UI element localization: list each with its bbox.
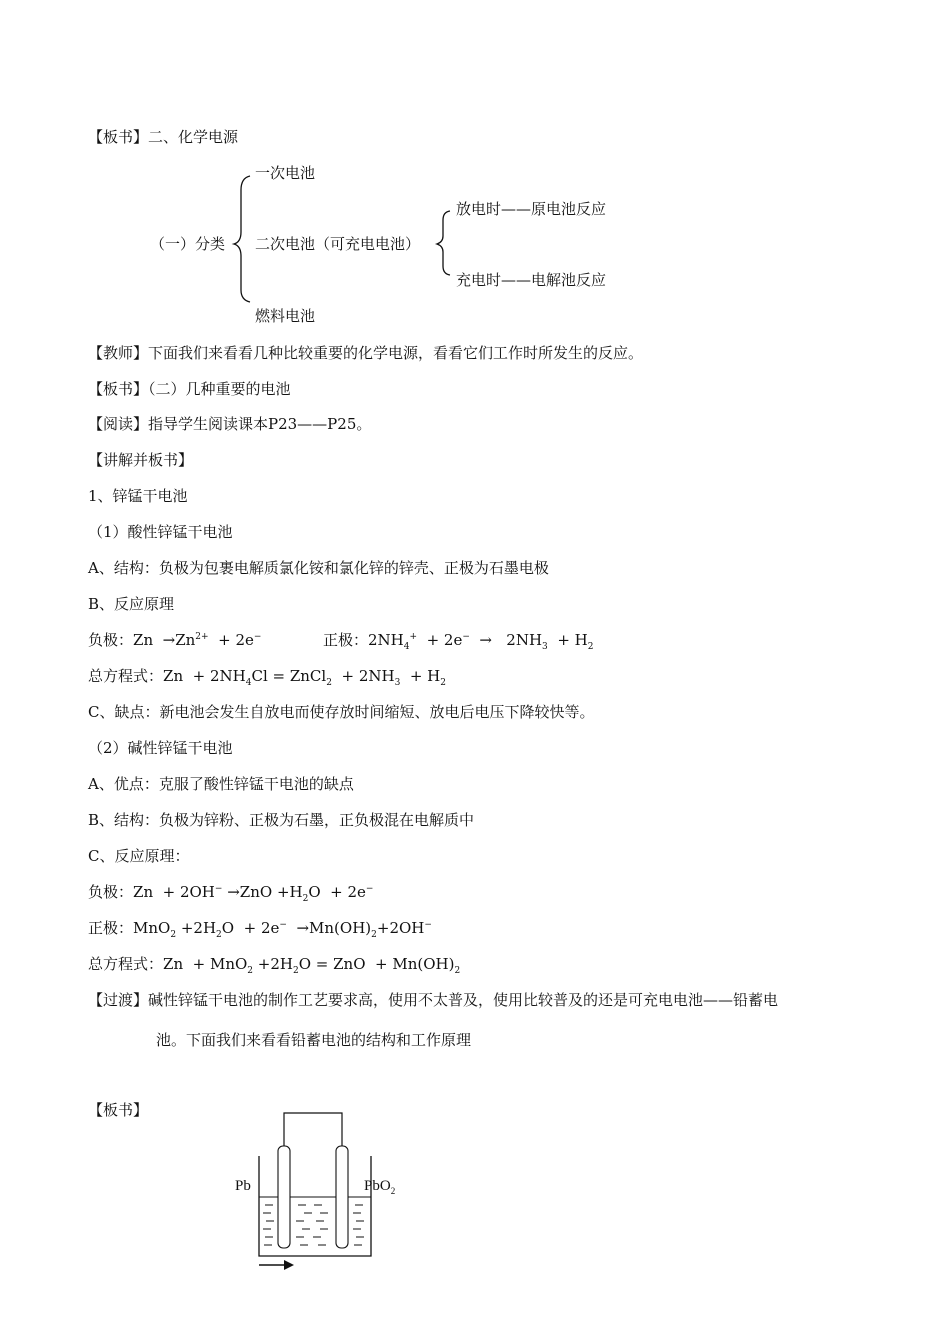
zinc-manganese-title: 1、锌锰干电池	[88, 487, 188, 505]
left-brace	[234, 176, 250, 302]
fuel-cell: 燃料电池	[255, 307, 316, 325]
acidic-battery-title: （1）酸性锌锰干电池	[88, 523, 233, 541]
board-heading-lead-acid: 【板书】	[88, 1101, 149, 1119]
transition-line-2: 池。下面我们来看看铅蓄电池的结构和工作原理	[156, 1031, 472, 1049]
negative-electrode-equation: $Zn \to Zn^{2+} + 2e^-$	[133, 631, 262, 649]
negative-electrode-label: 负极：	[88, 883, 134, 901]
alkaline-principle: C、反应原理：	[88, 847, 190, 865]
alkaline-negative-equation: $Zn + 2OH^- \to ZnO +H_2O + 2e^-$	[133, 883, 374, 904]
current-arrow-head	[284, 1260, 294, 1270]
discharge-reaction: 放电时——原电池反应	[456, 200, 607, 218]
positive-electrode-equation: $2NH_4^+ + 2e^- \to 2NH_3 + H_2$	[368, 631, 594, 652]
alkaline-positive-equation: $MnO_2 +2H_2O + 2e^- \to Mn(OH)_2+2OH^-$	[133, 919, 432, 940]
board-heading-power-sources: 【板书】二、化学电源	[88, 128, 239, 146]
alkaline-positive-reaction	[88, 918, 432, 938]
lead-acid-cell-diagram	[259, 1113, 371, 1270]
classification-label: （一）分类	[150, 235, 226, 253]
alkaline-negative-reaction	[88, 882, 373, 902]
primary-battery: 一次电池	[255, 164, 316, 182]
transition-line-1: 【过渡】碱性锌锰干电池的制作工艺要求高，使用不太普及，使用比较普及的还是可充电电池——铅蓄电	[88, 991, 779, 1009]
positive-electrode-label: 正极：	[88, 919, 134, 937]
pb-label: Pb	[235, 1178, 251, 1194]
alkaline-advantage: A、优点：克服了酸性锌锰干电池的缺点	[88, 775, 354, 793]
acidic-structure: A、结构：负极为包裹电解质氯化铵和氯化锌的锌壳、正极为石墨电极	[88, 559, 549, 577]
alkaline-overall-equation: $Zn + MnO_2 +2H_2O$ = ZnO + $Mn(OH)_2$	[163, 955, 461, 976]
teacher-intro: 【教师】下面我们来看看几种比较重要的化学电源，看看它们工作时所发生的反应。	[88, 344, 644, 362]
alkaline-structure: B、结构：负极为锌粉、正极为石墨，正负极混在电解质中	[88, 811, 475, 829]
acidic-half-reactions	[88, 630, 593, 650]
external-wire	[284, 1113, 342, 1146]
pbo2-label: PbO$_2$	[364, 1178, 396, 1196]
pbo2-electrode	[336, 1146, 348, 1248]
board-heading-important-batteries: 【板书】（二）几种重要的电池	[88, 380, 291, 398]
alkaline-overall-reaction	[88, 954, 460, 974]
pbo2-label-text: PbO	[364, 1178, 391, 1194]
explain-heading: 【讲解并板书】	[88, 451, 194, 469]
alkaline-battery-title: （2）碱性锌锰干电池	[88, 739, 233, 757]
overall-equation: $Zn + 2NH_4Cl$ = ZnCl$_2$ + $2NH_3 + H_2$	[163, 667, 447, 688]
overall-label: 总方程式：	[88, 667, 164, 685]
acidic-principle: B、反应原理	[88, 595, 175, 613]
reading-instruction: 【阅读】指导学生阅读课本P23——P25。	[88, 415, 372, 433]
negative-electrode-label: 负极：	[88, 631, 134, 649]
right-brace	[437, 211, 450, 275]
pb-electrode	[278, 1146, 290, 1248]
container	[259, 1156, 371, 1256]
secondary-battery: 二次电池（可充电电池）	[255, 235, 421, 253]
overall-label: 总方程式：	[88, 955, 164, 973]
acidic-overall-equation	[88, 666, 446, 686]
charge-reaction: 充电时——电解池反应	[456, 271, 607, 289]
acidic-defect: C、缺点：新电池会发生自放电而使存放时间缩短、放电后电压下降较快等。	[88, 703, 595, 721]
positive-electrode-label: 正极：	[322, 631, 368, 649]
